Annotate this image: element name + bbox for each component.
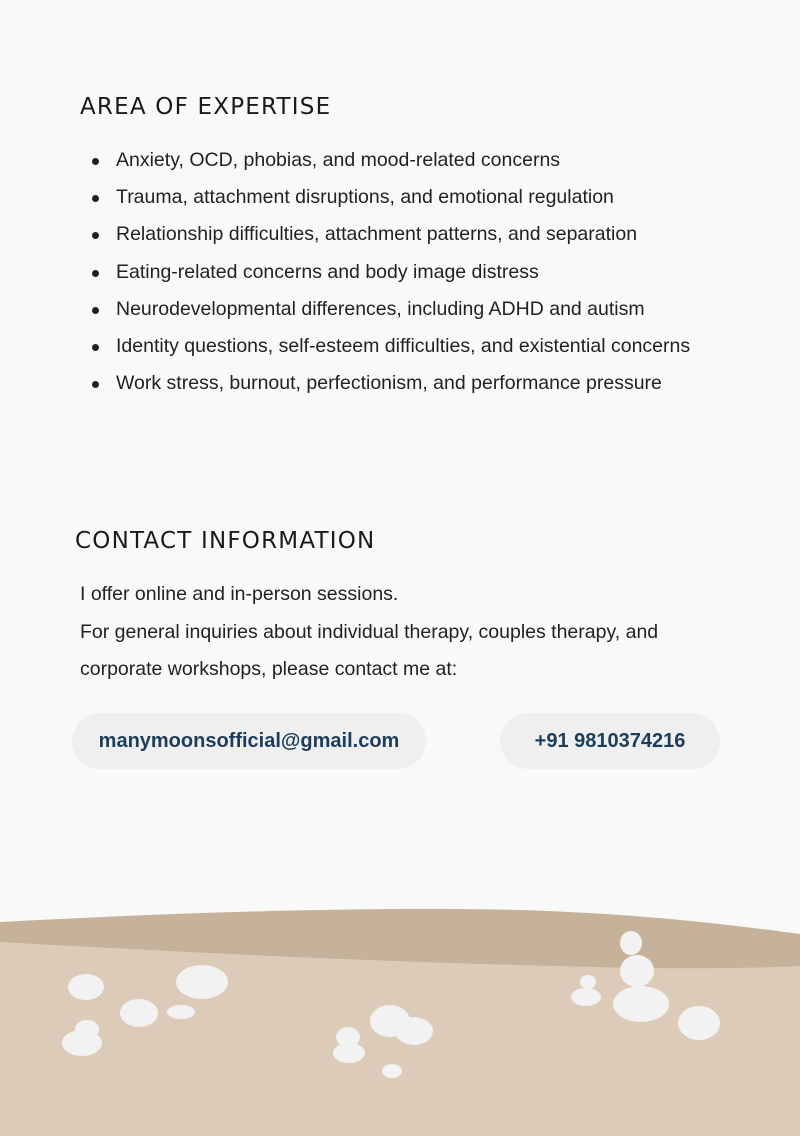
- stone: [620, 931, 642, 955]
- stone: [613, 986, 669, 1022]
- stone: [382, 1064, 402, 1078]
- expertise-heading: AREA OF EXPERTISE: [80, 94, 332, 120]
- list-item: Anxiety, OCD, phobias, and mood-related concerns: [90, 142, 720, 179]
- stone: [333, 1043, 365, 1063]
- stone: [620, 955, 654, 987]
- stone: [176, 965, 228, 999]
- stone: [68, 974, 104, 1000]
- list-item: Work stress, burnout, perfectionism, and performance pressure: [90, 365, 720, 402]
- stone: [571, 988, 601, 1006]
- list-item: Relationship difficulties, attachment patterns, and separation: [90, 216, 720, 253]
- stone: [75, 1020, 99, 1038]
- list-item: Eating-related concerns and body image distress: [90, 254, 720, 291]
- list-item: Identity questions, self-esteem difficulties, and existential concerns: [90, 328, 720, 365]
- inquiries-text: For general inquiries about individual therapy, couples therapy, and corporate workshops, please contact me at:: [80, 620, 659, 680]
- expertise-list: [90, 142, 720, 402]
- phone-link[interactable]: +91 9810374216: [500, 713, 720, 769]
- stone: [167, 1005, 195, 1019]
- contact-description: [80, 576, 740, 689]
- stone: [395, 1017, 433, 1045]
- email-link[interactable]: manymoonsofficial@gmail.com: [72, 713, 426, 769]
- contact-heading: CONTACT INFORMATION: [75, 528, 376, 554]
- stone: [678, 1006, 720, 1040]
- sessions-text: I offer online and in-person sessions.: [80, 583, 399, 605]
- stone: [120, 999, 158, 1027]
- stone: [580, 975, 596, 989]
- landscape-illustration: [0, 900, 800, 1136]
- list-item: Trauma, attachment disruptions, and emotional regulation: [90, 179, 720, 216]
- list-item: Neurodevelopmental differences, including ADHD and autism: [90, 291, 720, 328]
